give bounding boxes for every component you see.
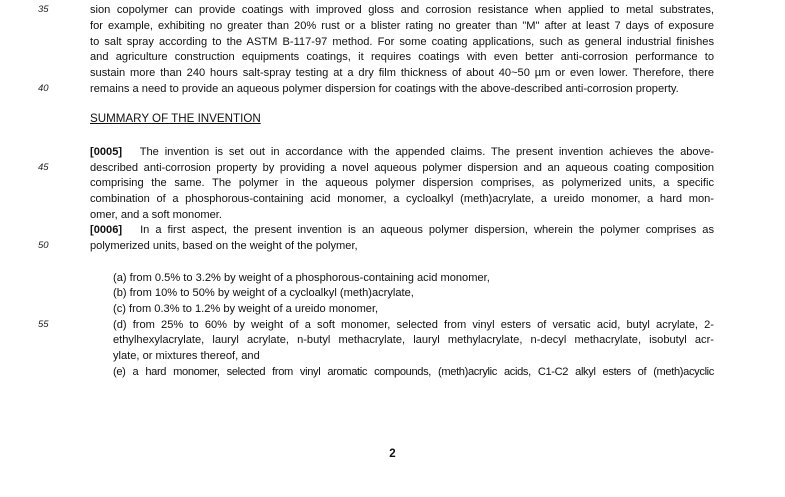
list-item-continuation: ylate, or mixtures thereof, and <box>113 350 260 362</box>
list-item: (a) from 0.5% to 3.2% by weight of a phosphorous-containing acid monomer, <box>113 272 490 284</box>
body-text-line: combination of a phosphorous-containing acid monomer, a cycloalkyl (meth)acrylate, a ureido monomer, a hard mon- <box>90 193 714 205</box>
paragraph-0005-first-line <box>90 145 714 161</box>
body-text: In a first aspect, the present invention is an aqueous polymer dispersion, wherein the polymer comprises as <box>140 224 714 236</box>
line-number: 40 <box>38 83 49 94</box>
body-text-line: to salt spray according to the ASTM B-117-97 method. For some coating applications, such as general industrial finishes <box>90 36 714 48</box>
list-item: (c) from 0.3% to 1.2% by weight of a ureido monomer, <box>113 303 379 315</box>
body-text-line: sustain more than 240 hours salt-spray testing at a dry film thickness of about 40~50 µm or even lower. Therefore, there <box>90 67 714 79</box>
list-item: (e) a hard monomer, selected from vinyl aromatic compounds, (meth)acrylic acids, C1-C2 alkyl esters of (meth)acyclic <box>113 366 714 378</box>
body-text-line: polymerized units, based on the weight of the polymer, <box>90 240 358 252</box>
body-text-line: for example, exhibiting no greater than 20% rust or a blister rating no greater than "M" after at least 7 days of exposure <box>90 20 714 32</box>
body-text-line: and agriculture construction equipments coatings, it requires coatings with even better anti-corrosion performance to <box>90 51 714 63</box>
line-number: 55 <box>38 319 49 330</box>
paragraph-number: [0005] <box>90 146 123 158</box>
body-text: The invention is set out in accordance with the appended claims. The present invention achieves the above- <box>139 146 714 158</box>
body-text-line: described anti-corrosion property by providing a novel aqueous polymer dispersion and an aqueous coating composition <box>90 162 714 174</box>
list-item: (b) from 10% to 50% by weight of a cycloalkyl (meth)acrylate, <box>113 287 414 299</box>
line-number: 35 <box>38 4 49 15</box>
body-text-line: sion copolymer can provide coatings with improved gloss and corrosion resistance when applied to metal substrates, <box>90 4 714 16</box>
paragraph-number: [0006] <box>90 224 123 236</box>
section-heading: SUMMARY OF THE INVENTION <box>90 112 261 125</box>
body-text-line: comprising the same. The polymer in the aqueous polymer dispersion comprises, as polymerized units, a specific <box>90 177 714 189</box>
line-number: 50 <box>38 240 49 251</box>
list-item-continuation: ethylhexylacrylate, lauryl acrylate, n-butyl methacrylate, lauryl methylacrylate, n-decyl methacrylate, isobutyl acr- <box>113 334 714 346</box>
line-number: 45 <box>38 162 49 173</box>
body-text-line: remains a need to provide an aqueous polymer dispersion for coatings with the above-described anti-corrosion property. <box>90 83 679 95</box>
page-number: 2 <box>389 448 396 460</box>
body-text-line: omer, and a soft monomer. <box>90 209 222 221</box>
list-item: (d) from 25% to 60% by weight of a soft monomer, selected from vinyl esters of versatic acid, butyl acrylate, 2- <box>113 319 714 331</box>
paragraph-0006-first-line <box>90 223 714 239</box>
